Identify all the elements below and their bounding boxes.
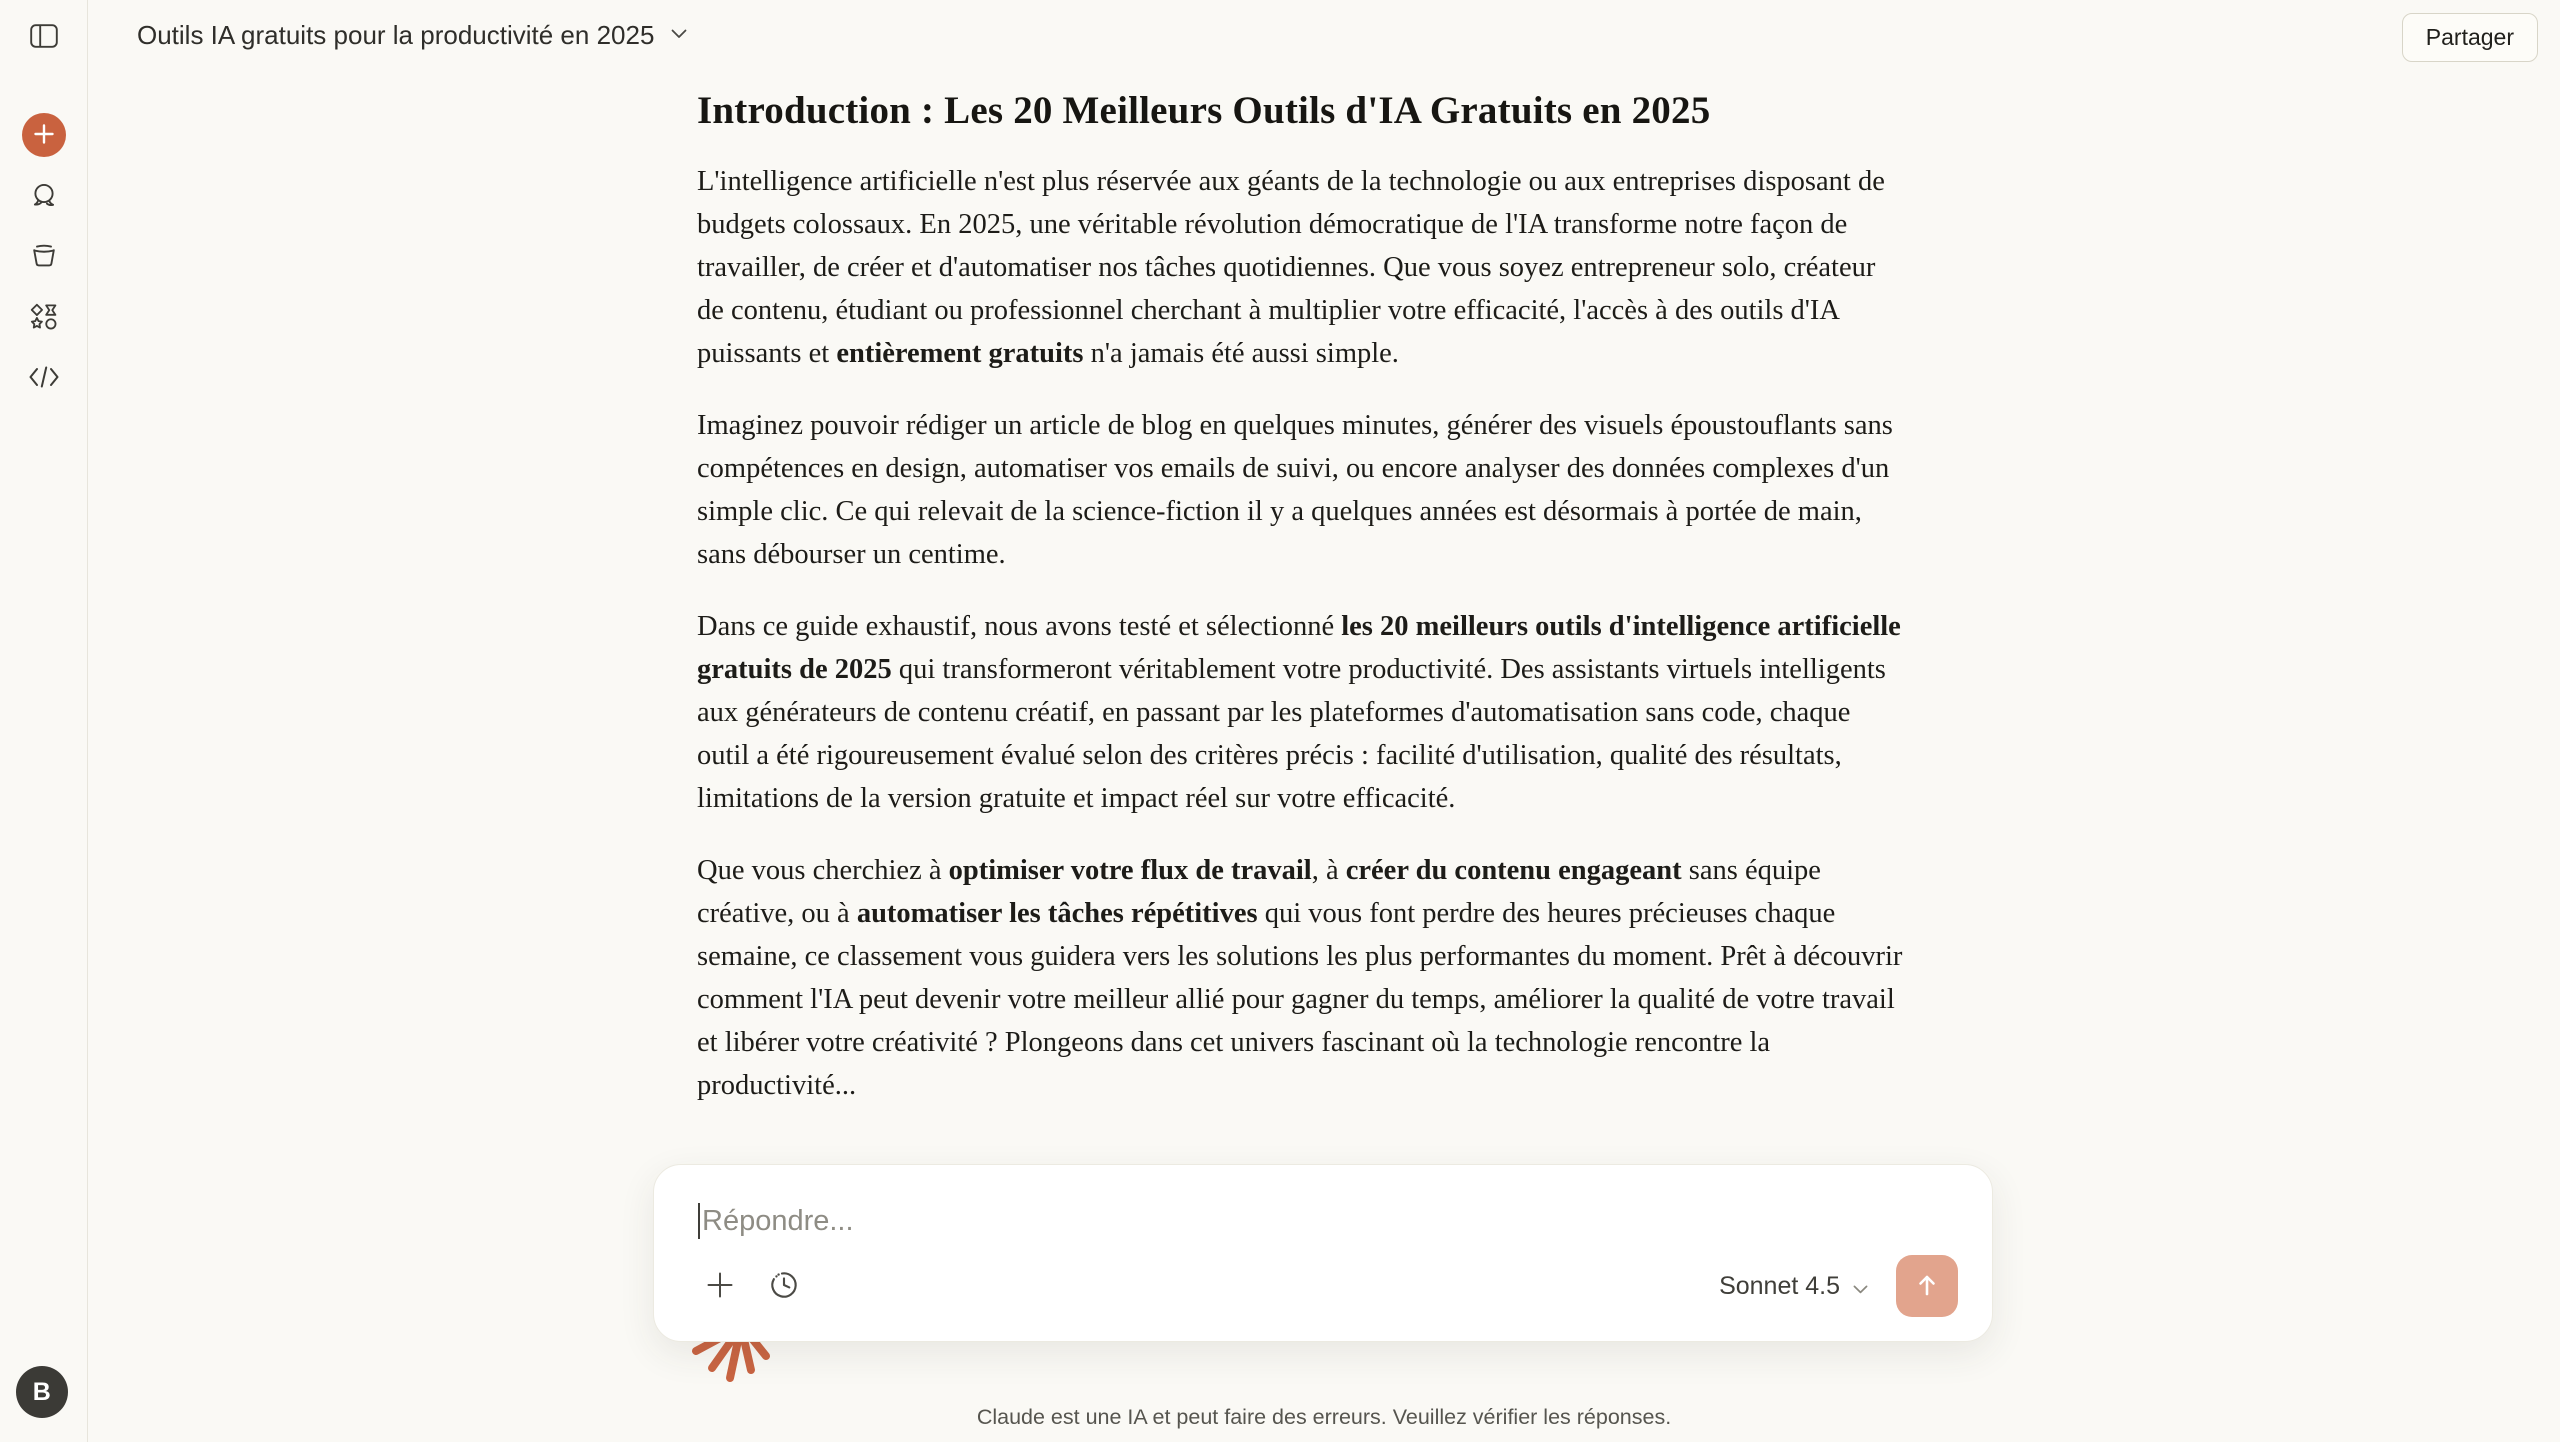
code-icon <box>28 364 60 390</box>
avatar-initial: B <box>32 1377 52 1406</box>
document-view <box>697 88 1905 1136</box>
document-paragraph: Imaginez pouvoir rédiger un article de blog en quelques minutes, générer des visuels époustouflants sans compétences en design, automatiser vos emails de suivi, ou encore analyser des données complexes d'un simple clic. Ce qui relevait de la science-fiction il y a quelques années est désormais à portée de main, sans débourser un centime. <box>697 410 1893 570</box>
document-body <box>697 160 1905 1107</box>
share-button[interactable]: Partager <box>2402 13 2538 62</box>
reply-composer[interactable] <box>653 1164 1993 1342</box>
document-paragraph: Que vous cherchiez à optimiser votre flux de travail, à créer du contenu engageant sans équipe créative, ou à automatiser les tâches répétitives qui vous font perdre des heures précieuses chaque semaine, ce classement vous guidera vers les solutions les plus performantes du moment. Prêt à découvrir comment l'IA peut devenir votre meilleur allié pour gagner du temps, améliorer la qualité de votre travail et libérer votre créativité ? Plongeons dans cet univers fascinant où la technologie rencontre la productivité... <box>697 855 1903 1101</box>
new-chat-button[interactable] <box>22 113 66 157</box>
document-heading: Introduction : Les 20 Meilleurs Outils d'IA Gratuits en 2025 <box>697 89 1711 132</box>
sidebar-item-code[interactable] <box>18 351 70 403</box>
model-selector[interactable] <box>1719 1272 1868 1301</box>
sidebar-panel-icon <box>30 24 58 48</box>
document-paragraph: L'intelligence artificielle n'est plus réservée aux géants de la technologie ou aux entreprises disposant de budgets colossaux. En 2025, une véritable révolution démocratique de l'IA transforme notre façon de travailler, de créer et d'automatiser nos tâches quotidiennes. Que vous soyez entrepreneur solo, créateur de contenu, étudiant ou professionnel cherchant à multiplier votre efficacité, l'accès à des outils d'IA puissants et entièrement gratuits n'a jamais été aussi simple. <box>697 166 1885 369</box>
archive-box-icon <box>29 242 59 272</box>
arrow-up-icon <box>1912 1270 1942 1303</box>
sidebar-nav <box>18 171 70 403</box>
text-cursor <box>698 1203 700 1239</box>
composer-toolbar <box>698 1255 1958 1317</box>
model-label: Sonnet 4.5 <box>1719 1271 1840 1300</box>
history-button[interactable] <box>762 1264 806 1308</box>
conversation-title-menu[interactable] <box>137 20 687 51</box>
sidebar-item-shapes[interactable] <box>18 291 70 343</box>
chevron-down-icon <box>1853 1272 1868 1301</box>
user-avatar[interactable] <box>16 1366 68 1418</box>
reply-input[interactable] <box>698 1203 1948 1239</box>
top-bar <box>88 0 2560 70</box>
plus-icon <box>705 1270 735 1303</box>
conversation-title: Outils IA gratuits pour la productivité en 2025 <box>137 19 655 50</box>
document-paragraph: Dans ce guide exhaustif, nous avons testé et sélectionné les 20 meilleurs outils d'intelligence artificielle gratuits de 2025 qui transformeront véritablement votre productivité. Des assistants virtuels intelligents aux générateurs de contenu créatif, en passant par les plateformes d'automatisation sans code, chaque outil a été rigoureusement évalué selon des critères précis : facilité d'utilisation, qualité des résultats, limitations de la version gratuite et impact réel sur votre efficacité. <box>697 611 1901 814</box>
clock-history-icon <box>767 1268 801 1305</box>
plus-icon <box>33 123 55 148</box>
sidebar-toggle-button[interactable] <box>18 10 70 62</box>
send-button[interactable] <box>1896 1255 1958 1317</box>
sidebar-item-chats[interactable] <box>18 171 70 223</box>
chevron-down-icon <box>671 26 687 44</box>
sidebar-item-archive[interactable] <box>18 231 70 283</box>
reply-placeholder: Répondre... <box>702 1204 854 1237</box>
shapes-grid-icon <box>30 303 58 331</box>
chats-icon <box>29 182 59 212</box>
attach-button[interactable] <box>698 1264 742 1308</box>
sidebar <box>0 0 88 1442</box>
disclaimer-text: Claude est une IA et peut faire des erreurs. Veuillez vérifier les réponses. <box>976 1405 1672 1429</box>
